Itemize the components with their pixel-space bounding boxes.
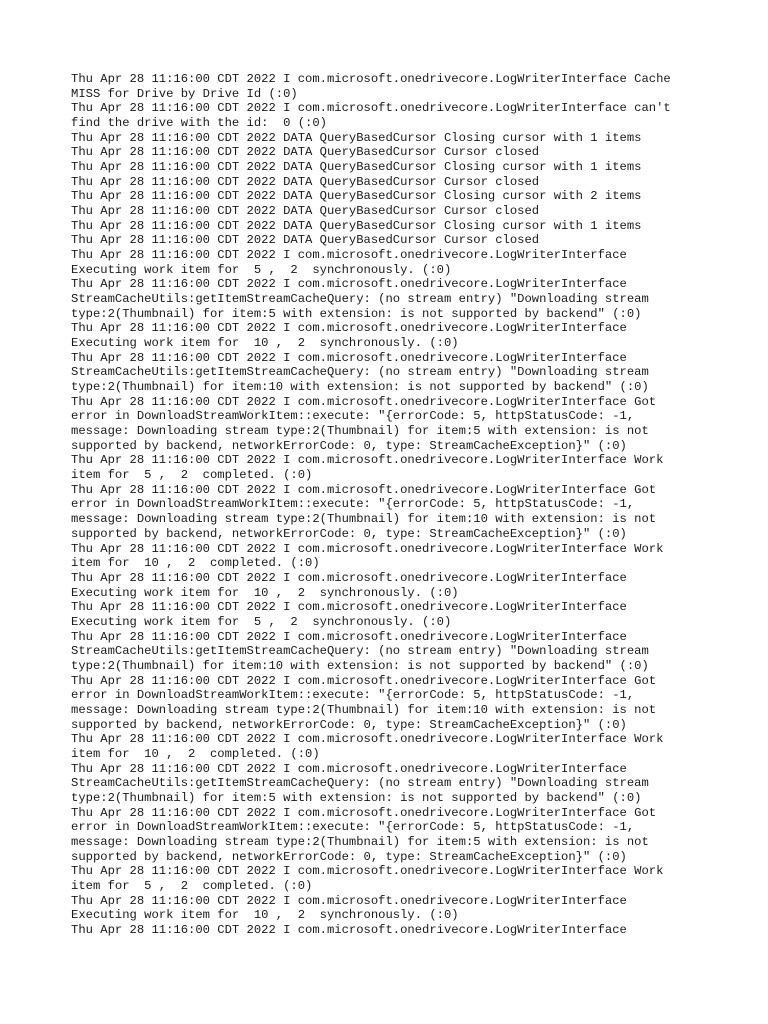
log-line: Thu Apr 28 11:16:00 CDT 2022 I com.microsoft.onedrivecore.LogWriterInterface (71, 277, 627, 292)
log-line: Thu Apr 28 11:16:00 CDT 2022 DATA QueryBasedCursor Closing cursor with 2 items (71, 189, 642, 204)
log-line: error in DownloadStreamWorkItem::execute: "{errorCode: 5, httpStatusCode: -1, (71, 409, 635, 424)
log-line: Thu Apr 28 11:16:00 CDT 2022 I com.microsoft.onedrivecore.LogWriterInterface Work (71, 864, 664, 879)
log-line: MISS for Drive by Drive Id (:0) (71, 86, 298, 101)
log-line: Executing work item for 10 , 2 synchronously. (:0) (71, 585, 459, 600)
log-line: supported by backend, networkErrorCode: 0, type: StreamCacheException}" (:0) (71, 717, 627, 732)
log-line: Thu Apr 28 11:16:00 CDT 2022 I com.microsoft.onedrivecore.LogWriterInterface (71, 600, 627, 615)
log-line: Thu Apr 28 11:16:00 CDT 2022 I com.microsoft.onedrivecore.LogWriterInterface (71, 570, 627, 585)
log-line: Thu Apr 28 11:16:00 CDT 2022 I com.microsoft.onedrivecore.LogWriterInterface Cache (71, 72, 671, 86)
log-line: Thu Apr 28 11:16:00 CDT 2022 DATA QueryBasedCursor Cursor closed (71, 145, 540, 160)
log-line: Thu Apr 28 11:16:00 CDT 2022 I com.microsoft.onedrivecore.LogWriterInterface (71, 248, 627, 263)
log-line: Executing work item for 5 , 2 synchronously. (:0) (71, 262, 452, 277)
log-line: Thu Apr 28 11:16:00 CDT 2022 I com.microsoft.onedrivecore.LogWriterInterface Work (71, 453, 664, 468)
log-line: StreamCacheUtils:getItemStreamCacheQuery: (no stream entry) "Downloading stream (71, 776, 649, 791)
log-line: Thu Apr 28 11:16:00 CDT 2022 DATA QueryBasedCursor Cursor closed (71, 204, 540, 219)
log-line: message: Downloading stream type:2(Thumbnail) for item:5 with extension: is not (71, 834, 649, 849)
log-line: Executing work item for 10 , 2 synchronously. (:0) (71, 908, 459, 923)
log-document (71, 72, 711, 938)
log-line: Thu Apr 28 11:16:00 CDT 2022 I com.microsoft.onedrivecore.LogWriterInterface can't (71, 101, 671, 116)
log-line: error in DownloadStreamWorkItem::execute: "{errorCode: 5, httpStatusCode: -1, (71, 497, 635, 512)
log-line: Executing work item for 10 , 2 synchronously. (:0) (71, 336, 459, 351)
log-line: Thu Apr 28 11:16:00 CDT 2022 DATA QueryBasedCursor Closing cursor with 1 items (71, 160, 642, 175)
log-line: Thu Apr 28 11:16:00 CDT 2022 I com.microsoft.onedrivecore.LogWriterInterface Got (71, 394, 657, 409)
log-line: Executing work item for 5 , 2 synchronously. (:0) (71, 614, 452, 629)
log-line: Thu Apr 28 11:16:00 CDT 2022 I com.microsoft.onedrivecore.LogWriterInterface Work (71, 732, 664, 747)
log-line: find the drive with the id: 0 (:0) (71, 116, 327, 131)
log-line: item for 10 , 2 completed. (:0) (71, 556, 320, 571)
log-line: message: Downloading stream type:2(Thumbnail) for item:5 with extension: is not (71, 424, 649, 439)
log-line: supported by backend, networkErrorCode: 0, type: StreamCacheException}" (:0) (71, 849, 627, 864)
log-line: error in DownloadStreamWorkItem::execute: "{errorCode: 5, httpStatusCode: -1, (71, 820, 635, 835)
log-line: Thu Apr 28 11:16:00 CDT 2022 DATA QueryBasedCursor Closing cursor with 1 items (71, 130, 642, 145)
log-line: item for 5 , 2 completed. (:0) (71, 468, 313, 483)
log-line: Thu Apr 28 11:16:00 CDT 2022 I com.microsoft.onedrivecore.LogWriterInterface (71, 761, 627, 776)
log-line: type:2(Thumbnail) for item:10 with extension: is not supported by backend" (:0) (71, 658, 649, 673)
log-line: Thu Apr 28 11:16:00 CDT 2022 I com.microsoft.onedrivecore.LogWriterInterface (71, 350, 627, 365)
log-line: Thu Apr 28 11:16:00 CDT 2022 I com.microsoft.onedrivecore.LogWriterInterface Got (71, 673, 657, 688)
log-line: Thu Apr 28 11:16:00 CDT 2022 I com.microsoft.onedrivecore.LogWriterInterface (71, 321, 627, 336)
log-line: Thu Apr 28 11:16:00 CDT 2022 I com.microsoft.onedrivecore.LogWriterInterface Got (71, 805, 657, 820)
log-line: type:2(Thumbnail) for item:10 with extension: is not supported by backend" (:0) (71, 380, 649, 395)
log-line: supported by backend, networkErrorCode: 0, type: StreamCacheException}" (:0) (71, 526, 627, 541)
log-line: error in DownloadStreamWorkItem::execute: "{errorCode: 5, httpStatusCode: -1, (71, 688, 635, 703)
log-line: supported by backend, networkErrorCode: 0, type: StreamCacheException}" (:0) (71, 438, 627, 453)
log-line: Thu Apr 28 11:16:00 CDT 2022 I com.microsoft.onedrivecore.LogWriterInterface Got (71, 482, 657, 497)
log-line: Thu Apr 28 11:16:00 CDT 2022 I com.microsoft.onedrivecore.LogWriterInterface (71, 629, 627, 644)
log-line: item for 10 , 2 completed. (:0) (71, 746, 320, 761)
log-line: Thu Apr 28 11:16:00 CDT 2022 DATA QueryBasedCursor Cursor closed (71, 174, 540, 189)
log-line: StreamCacheUtils:getItemStreamCacheQuery: (no stream entry) "Downloading stream (71, 644, 649, 659)
log-line: Thu Apr 28 11:16:00 CDT 2022 I com.microsoft.onedrivecore.LogWriterInterface Work (71, 541, 664, 556)
log-line: Thu Apr 28 11:16:00 CDT 2022 I com.microsoft.onedrivecore.LogWriterInterface (71, 893, 627, 908)
log-line: Thu Apr 28 11:16:00 CDT 2022 I com.microsoft.onedrivecore.LogWriterInterface (71, 922, 627, 937)
log-line: StreamCacheUtils:getItemStreamCacheQuery: (no stream entry) "Downloading stream (71, 365, 649, 380)
log-line: message: Downloading stream type:2(Thumbnail) for item:10 with extension: is not (71, 702, 657, 717)
log-line: Thu Apr 28 11:16:00 CDT 2022 DATA QueryBasedCursor Cursor closed (71, 233, 540, 248)
log-line: item for 5 , 2 completed. (:0) (71, 878, 313, 893)
log-line: type:2(Thumbnail) for item:5 with extension: is not supported by backend" (:0) (71, 790, 642, 805)
log-line: message: Downloading stream type:2(Thumbnail) for item:10 with extension: is not (71, 512, 657, 527)
log-line: Thu Apr 28 11:16:00 CDT 2022 DATA QueryBasedCursor Closing cursor with 1 items (71, 218, 642, 233)
log-line: type:2(Thumbnail) for item:5 with extension: is not supported by backend" (:0) (71, 306, 642, 321)
log-line: StreamCacheUtils:getItemStreamCacheQuery: (no stream entry) "Downloading stream (71, 292, 649, 307)
